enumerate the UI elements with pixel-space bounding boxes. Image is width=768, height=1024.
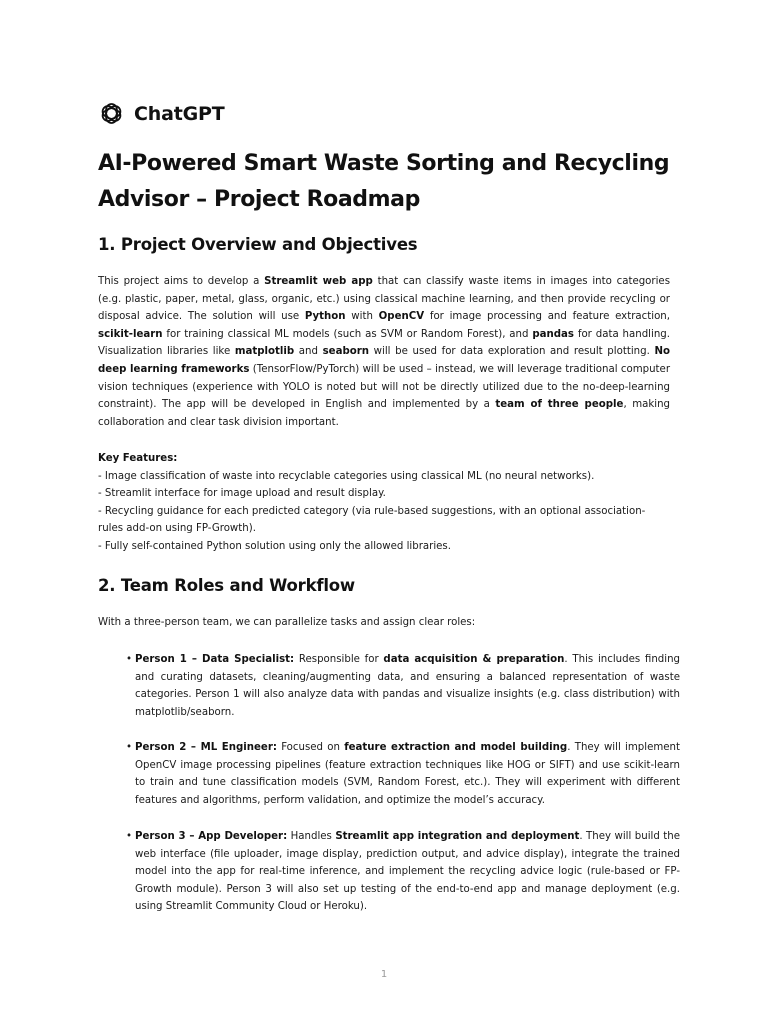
feature-item: - Streamlit interface for image upload and result display. xyxy=(98,488,386,500)
brand-name: ChatGPT xyxy=(134,102,225,125)
section-heading-team-roles: 2. Team Roles and Workflow xyxy=(98,576,355,595)
bullet: • xyxy=(126,742,133,753)
document-title: AI-Powered Smart Waste Sorting and Recycling Advisor – Project Roadmap xyxy=(98,151,670,212)
role-item-data-specialist: • Person 1 – Data Specialist: Responsible for data acquisition & preparation. This includes finding and curating datasets, cleaning/augmenting data, and ensuring a balanced representation of waste categories. Person 1 will also analyze data with pandas and visualize insights (e.g. class distribution) with matplotlib/seaborn. xyxy=(126,651,680,721)
team-intro-paragraph: With a three-person team, we can parallelize tasks and assign clear roles: xyxy=(98,617,476,628)
bullet: • xyxy=(126,831,133,842)
key-features-block xyxy=(98,450,670,556)
overview-paragraph: This project aims to develop a Streamlit web app that can classify waste items in images into categories (e.g. plastic, paper, metal, glass, organic, etc.) using classical machine learning, and then provide recycling or disposal advice. The solution will use Python with OpenCV for image processing and feature extraction, scikit-learn for training classical ML models (such as SVM or Random Forest), and pandas for data handling. Visualization libraries like matplotlib and seaborn will be used for data exploration and result plotting. No deep learning frameworks (TensorFlow/PyTorch) will be used – instead, we will leverage traditional computer vision techniques (experience with YOLO is noted but will not be directly utilized due to the no-deep-learning constraint). The app will be developed in English and implemented by a team of three people, making collaboration and clear task division important. xyxy=(98,276,671,428)
page-number: 1 xyxy=(380,969,388,980)
feature-item: - Recycling guidance for each predicted category (via rule-based suggestions, with an optional association-rules add-on using FP-Growth). xyxy=(98,505,646,535)
key-features-label: Key Features: xyxy=(98,453,178,464)
feature-item: - Image classification of waste into recyclable categories using classical ML (no neural networks). xyxy=(98,470,595,482)
section-heading-overview: 1. Project Overview and Objectives xyxy=(98,235,418,254)
role-name: Person 2 – ML Engineer: xyxy=(135,742,277,753)
role-focus: Streamlit app integration and deployment xyxy=(335,831,580,842)
role-name: Person 1 – Data Specialist: xyxy=(135,654,295,665)
openai-knot-icon xyxy=(98,100,125,127)
role-name: Person 3 – App Developer: xyxy=(135,831,288,842)
role-item-app-developer: • Person 3 – App Developer: Handles Streamlit app integration and deployment. They will build the web interface (file uploader, image display, prediction output, and advice display), integrate the trained model into the app for real-time inference, and implement the recycling advice logic (rule-based or FP-Growth module). Person 3 will also set up testing of the end-to-end app and manage deployment (e.g. using Streamlit Community Cloud or Heroku). xyxy=(126,828,680,916)
feature-item: - Fully self-contained Python solution using only the allowed libraries. xyxy=(98,540,451,552)
brand-header xyxy=(98,100,224,127)
bullet: • xyxy=(126,654,133,665)
role-focus: feature extraction and model building xyxy=(344,742,568,753)
role-focus: data acquisition & preparation xyxy=(383,654,565,665)
role-item-ml-engineer: • Person 2 – ML Engineer: Focused on feature extraction and model building. They will implement OpenCV image processing pipelines (feature extraction techniques like HOG or SIFT) and use scikit-learn to train and tune classification models (SVM, Random Forest, etc.). They will experiment with different features and algorithms, perform validation, and optimize the model’s accuracy. xyxy=(126,739,680,809)
